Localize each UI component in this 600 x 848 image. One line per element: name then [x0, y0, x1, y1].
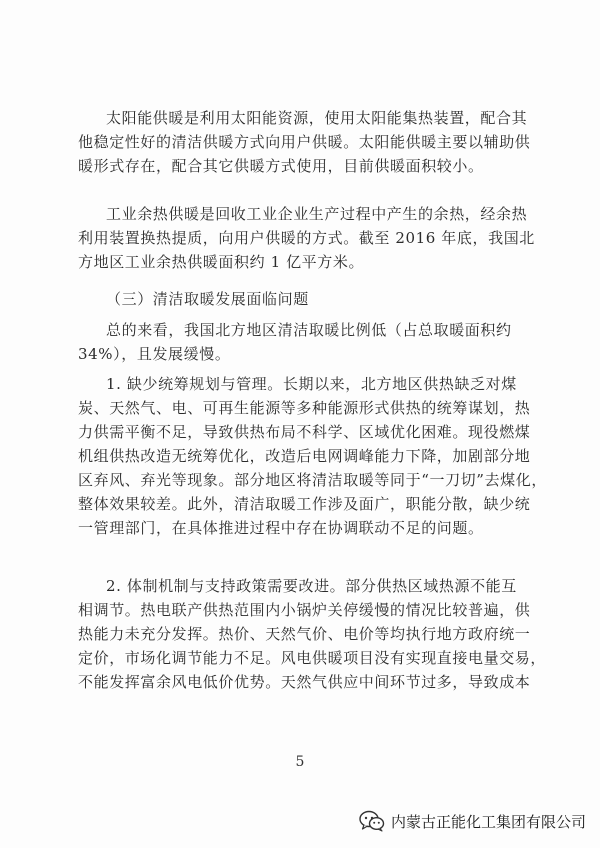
text-line: 炭、天然气、电、可再生能源等多种能源形式供热的统筹谋划，热 — [78, 399, 531, 417]
text-line: 力供需平衡不足，导致供热布局不科学、区域优化困难。现役燃煤 — [78, 423, 531, 441]
text-line: 工业余热供暖是回收工业企业生产过程中产生的余热，经余热 — [106, 205, 528, 223]
text-line: 他稳定性好的清洁供暖方式向用户供暖。太阳能供暖主要以辅助供 — [78, 133, 531, 151]
paragraph-solar-heating — [78, 106, 531, 178]
text-line: 暖形式存在，配合其它供暖方式使用，目前供暖面积较小。 — [78, 157, 484, 175]
watermark-text: 内蒙古正能化工集团有限公司 — [390, 812, 586, 831]
wechat-icon — [359, 810, 385, 832]
text-line: 相调节。热电联产供热范围内小锅炉关停缓慢的情况比较普遍，供 — [78, 601, 531, 619]
paragraph-industrial-waste-heat — [78, 202, 535, 274]
watermark — [359, 810, 586, 832]
text-line: 总的来看，我国北方地区清洁取暖比例低（占总取暖面积约 — [106, 321, 512, 339]
text-line: 不能发挥富余风电低价优势。天然气供应中间环节过多，导致成本 — [78, 673, 531, 691]
paragraph-overview — [78, 318, 524, 366]
paragraph-point-2 — [78, 574, 547, 694]
text-line: 机组供热改造无统筹优化，改造后电网调峰能力下降，加剧部分地 — [78, 447, 531, 465]
text-line: 定价，市场化调节能力不足。风电供暖项目没有实现直接电量交易， — [78, 649, 547, 667]
text-line: 一管理部门，在具体推进过程中存在协调联动不足的问题。 — [78, 519, 484, 537]
section-heading — [78, 287, 524, 311]
text-line: 整体效果较差。此外，清洁取暖工作涉及面广，职能分散，缺少统 — [78, 495, 531, 513]
paragraph-point-1 — [78, 372, 547, 540]
text-line: 区弃风、弃光等现象。部分地区将清洁取暖等同于“一刀切”去煤化， — [78, 471, 547, 489]
text-line: 方地区工业余热供暖面积约 1 亿平方米。 — [78, 253, 365, 271]
text-line: 34%），且发展缓慢。 — [78, 345, 231, 363]
text-line: 利用装置换热提质，向用户供暖的方式。截至 2016 年底，我国北 — [78, 229, 535, 247]
text-line: 太阳能供暖是利用太阳能资源，使用太阳能集热装置，配合其 — [106, 109, 528, 127]
text-line: 热能力未充分发挥。热价、天然气价、电价等均执行地方政府统一 — [78, 625, 531, 643]
section-heading-text: （三）清洁取暖发展面临问题 — [106, 290, 309, 308]
page-number: 5 — [295, 754, 305, 770]
text-line: 1. 缺少统筹规划与管理。长期以来，北方地区供热缺乏对煤 — [106, 375, 517, 393]
text-line: 2. 体制机制与支持政策需要改进。部分供热区域热源不能互 — [106, 577, 517, 595]
